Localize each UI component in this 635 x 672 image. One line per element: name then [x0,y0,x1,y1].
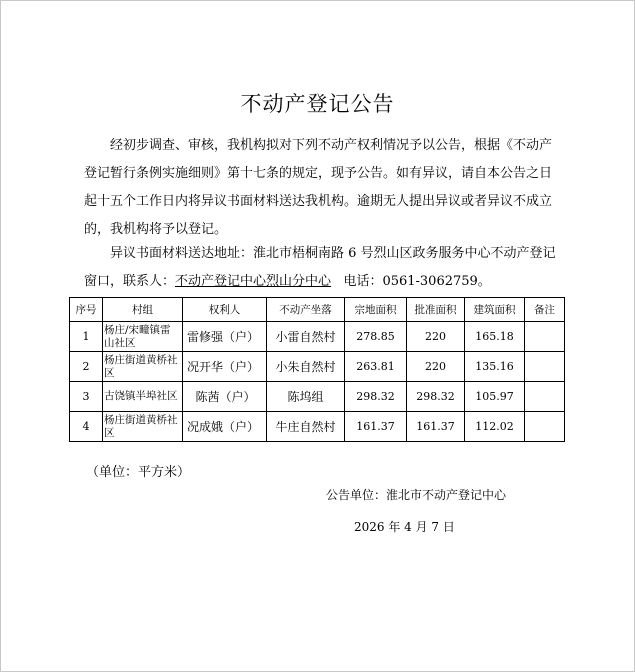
header-owner: 权利人 [183,298,267,322]
cell-building-area: 165.18 [465,322,525,352]
page-title: 不动产登记公告 [240,92,395,116]
contact-name: 不动产登记中心烈山分中心 [175,274,332,289]
header-approved-area: 批准面积 [407,298,465,322]
cell-approved-area: 298.32 [407,382,465,412]
table-header-row [70,298,565,322]
table-row [70,412,565,442]
issue-date: 2026 年 4 月 7 日 [354,520,455,534]
issuer: 公告单位：淮北市不动产登记中心 [326,488,507,502]
cell-building-area: 135.16 [465,352,525,382]
cell-location: 小雷自然村 [267,322,345,352]
cell-land-area: 298.32 [345,382,407,412]
cell-seq: 4 [70,412,103,442]
cell-village: 杨庄街道黄桥社区 [103,412,183,442]
unit-note: （单位：平方米） [86,465,191,480]
cell-remark [525,382,565,412]
cell-seq: 1 [70,322,103,352]
address-text: 异议书面材料送达地址：淮北市梧桐南路 6 号烈山区政务服务中心不动产登记窗口，联系人： [84,246,556,289]
objection-address-paragraph [84,240,559,296]
cell-remark [525,412,565,442]
cell-remark [525,322,565,352]
header-location: 不动产坐落 [267,298,345,322]
cell-seq: 3 [70,382,103,412]
cell-owner: 况成娥（户） [183,412,267,442]
cell-location: 牛庄自然村 [267,412,345,442]
cell-land-area: 278.85 [345,322,407,352]
cell-location: 小朱自然村 [267,352,345,382]
cell-remark [525,352,565,382]
cell-approved-area: 220 [407,322,465,352]
phone-text: 电话：0561-3062759。 [343,274,491,289]
cell-approved-area: 220 [407,352,465,382]
cell-village: 杨庄街道黄桥社区 [103,352,183,382]
table-row [70,322,565,352]
header-seq: 序号 [70,298,103,322]
cell-village: 杨庄/宋疃镇雷山社区 [103,322,183,352]
cell-building-area: 105.97 [465,382,525,412]
notice-paragraph: 经初步调查、审核，我机构拟对下列不动产权利情况予以公告，根据《不动产登记暂行条例实施细则》第十七条的规定，现予公告。如有异议，请自本公告之日起十五个工作日内将异议书面材料送达我机构。逾期无人提出异议或者异议不成立的，我机构将予以登记。 [84,138,553,237]
header-building-area: 建筑面积 [465,298,525,322]
cell-owner: 陈茜（户） [183,382,267,412]
cell-owner: 况开华（户） [183,352,267,382]
cell-land-area: 263.81 [345,352,407,382]
cell-approved-area: 161.37 [407,412,465,442]
table-row [70,382,565,412]
header-land-area: 宗地面积 [345,298,407,322]
cell-building-area: 112.02 [465,412,525,442]
property-table [69,297,565,442]
cell-village: 古饶镇半埠社区 [103,382,183,412]
cell-owner: 雷修强（户） [183,322,267,352]
cell-land-area: 161.37 [345,412,407,442]
header-remark: 备注 [525,298,565,322]
table-row [70,352,565,382]
header-village: 村组 [103,298,183,322]
cell-seq: 2 [70,352,103,382]
cell-location: 陈坞组 [267,382,345,412]
